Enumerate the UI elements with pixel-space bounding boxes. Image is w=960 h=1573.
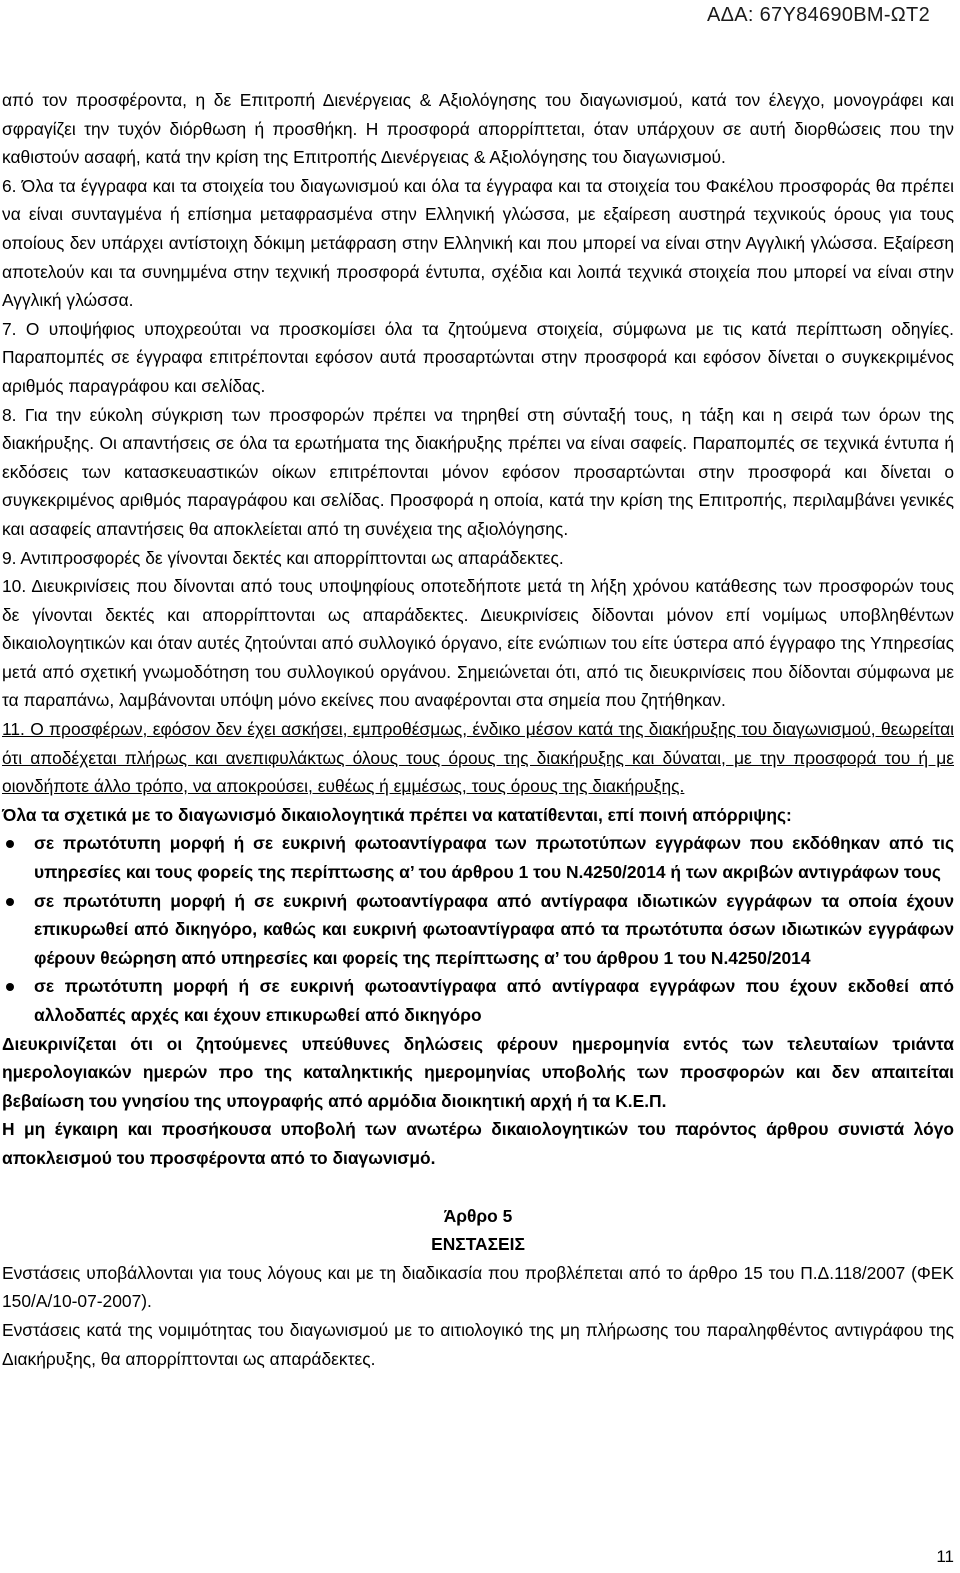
paragraph-6: 6. Όλα τα έγγραφα και τα στοιχεία του διαγωνισμού και όλα τα έγγραφα και τα στοιχεία του Φακέλου προσφοράς θα πρέπει να είναι συνταγμένα ή επίσημα μεταφρασμένα στην Ελληνική γλώσσα, με εξαίρεση αυστηρά τεχνικούς όρους για τους οποίους δεν υπάρχει αντίστοιχη δόκιμη μετάφραση στην Ελληνική και που μπορεί να είναι στην Αγγλική γλώσσα. Εξαίρεση αποτελούν και τα συνημμένα στην τεχνική προσφορά έντυπα, σχέδια και λοιπά τεχνικά στοιχεία που μπορεί να είναι στην Αγγλική γλώσσα. bbox=[2, 175, 954, 311]
paragraph-10: 10. Διευκρινίσεις που δίνονται από τους υποψηφίους οποτεδήποτε μετά τη λήξη χρόνου κατάθεσης των προσφορών τους δε γίνονται δεκτές και απορρίπτονται ως απαράδεκτες. Διευκρινίσεις δίδονται μόνον επί νομίμως υποβληθέντων δικαιολογητικών και όταν αυτές ζητούνται από συλλογικό όργανο, είτε ενώπιων του είτε ύστερα από έγγραφο της Υπηρεσίας μετά από σχετική γνωμοδότηση του συλλογικού οργάνου. Σημειώνεται ότι, από τις διευκρινίσεις που δίδονται σύμφωνα με τα παραπάνω, λαμβάνονται υπόψη μόνο εκείνες που αναφέρονται στα σημεία που ζητήθηκαν. bbox=[2, 576, 954, 711]
document-body bbox=[2, 86, 954, 1373]
section-spacer bbox=[2, 1173, 954, 1202]
list-item bbox=[2, 829, 954, 886]
bullet-icon bbox=[6, 840, 14, 848]
documents-intro: Όλα τα σχετικά με το διαγωνισμό δικαιολογητικά πρέπει να κατατίθενται, επί ποινή απόρριψης: bbox=[2, 804, 792, 825]
article-title: ΕΝΣΤΑΣΕΙΣ bbox=[431, 1234, 525, 1255]
article-number: Άρθρο 5 bbox=[443, 1205, 513, 1226]
paragraph-11: 11. Ο προσφέρων, εφόσον δεν έχει ασκήσει, εμπροθέσμως, ένδικο μέσον κατά της διακήρυξης του διαγωνισμού, θεωρείται ότι αποδέχεται πλήρως και ανεπιφυλάκτως όλους τους όρους της διακήρυξης και δύναται, με την προσφορά του ή με οιονδήποτε άλλο τρόπο, να αποκρούσει, ευθέως ή εμμέσως, τους όρους της διακήρυξης. bbox=[2, 719, 954, 797]
list-item-text: σε πρωτότυπη μορφή ή σε ευκρινή φωτοαντίγραφα των πρωτοτύπων εγγράφων που εκδόθηκαν από τις υπηρεσίες και τους φορείς της περίπτωσης α’ του άρθρου 1 του Ν.4250/2014 ή των ακριβών αντιγράφων τους bbox=[34, 833, 954, 883]
bullet-icon bbox=[6, 898, 14, 906]
list-item-text: σε πρωτότυπη μορφή ή σε ευκρινή φωτοαντίγραφα από αντίγραφα ιδιωτικών εγγράφων τα οποία έχουν επικυρωθεί από δικηγόρο, καθώς και ευκρινή φωτοαντίγραφα από τα πρωτότυπα όσων ιδιωτικών εγγράφων φέρουν θεώρηση από υπηρεσίες και φορείς της περίπτωσης α’ του άρθρου 1 του Ν.4250/2014 bbox=[34, 890, 954, 968]
paragraph-7: 7. Ο υποψήφιος υποχρεούται να προσκομίσει όλα τα ζητούμενα στοιχεία, σύμφωνα με τις κατά περίπτωση οδηγίες. Παραπομπές σε έγγραφα επιτρέπονται εφόσον αυτά προσαρτώνται στην προσφορά και εφόσον δίνεται ο συγκεκριμένος αριθμός παραγράφου και σελίδας. bbox=[2, 318, 954, 396]
list-item bbox=[2, 972, 954, 1029]
article-text-1: Ενστάσεις υποβάλλονται για τους λόγους και με τη διαδικασία που προβλέπεται από το άρθρο 15 του Π.Δ.118/2007 (ΦΕΚ 150/Α/10-07-2007). bbox=[2, 1262, 954, 1312]
paragraph-8: 8. Για την εύκολη σύγκριση των προσφορών πρέπει να τηρηθεί στη σύνταξή τους, η τάξη και η σειρά των όρων της διακήρυξης. Οι απαντήσεις σε όλα τα ερωτήματα της διακήρυξης πρέπει να είναι σαφείς. Παραπομπές σε τεχνικά έντυπα ή εκδόσεις των κατασκευαστικών οίκων επιτρέπονται μόνον εφόσον προσαρτώνται στην προσφορά και δίνεται ο συγκεκριμένος αριθμός παραγράφου και σελίδας. Προσφορά η οποία, κατά την κρίση της Επιτροπής, περιλαμβάνει γενικές και ασαφείς απαντήσεις θα αποκλείεται από τη συνέχεια της αξιολόγησης. bbox=[2, 404, 954, 539]
paragraph-9: 9. Αντιπροσφορές δε γίνονται δεκτές και απορρίπτονται ως απαράδεκτες. bbox=[2, 547, 564, 568]
page-number: 11 bbox=[936, 1547, 954, 1566]
document-reference: ΑΔΑ: 67Υ84690ΒΜ-ΩΤ2 bbox=[706, 4, 930, 26]
exclusion-note: Η μη έγκαιρη και προσήκουσα υποβολή των ανωτέρω δικαιολογητικών του παρόντος άρθρου συνιστά λόγο αποκλεισμού του προσφέροντα από το διαγωνισμό. bbox=[2, 1119, 954, 1168]
article-text-2: Ενστάσεις κατά της νομιμότητας του διαγωνισμού με το αιτιολογικό της μη πλήρωσης του παραληφθέντος αντιγράφου της Διακήρυξης, θα απορρίπτονται ως απαράδεκτες. bbox=[2, 1319, 954, 1369]
clarification-note: Διευκρινίζεται ότι οι ζητούμενες υπεύθυνες δηλώσεις φέρουν ημερομηνία εντός των τελευταίων τριάντα ημερολογιακών ημερών προ της καταληκτικής ημερομηνίας υποβολής των προσφορών και δεν απαιτείται βεβαίωση του γνησίου της υπογραφής από αρμόδια διοικητική αρχή ή τα Κ.Ε.Π. bbox=[2, 1033, 954, 1111]
bullet-icon bbox=[6, 983, 14, 991]
list-item bbox=[2, 887, 954, 973]
paragraph-intro: από τον προσφέροντα, η δε Επιτροπή Διενέργειας & Αξιολόγησης του διαγωνισμού, κατά τον έλεγχο, μονογράφει και σφραγίζει την τυχόν διόρθωση ή προσθήκη. Η προσφορά απορρίπτεται, όταν υπάρχουν σε αυτή διορθώσεις που την καθιστούν ασαφή, κατά την κρίση της Επιτροπής Διενέργειας & Αξιολόγησης του διαγωνισμού. bbox=[2, 90, 954, 168]
list-item-text: σε πρωτότυπη μορφή ή σε ευκρινή φωτοαντίγραφα από αντίγραφα εγγράφων που έχουν εκδοθεί από αλλοδαπές αρχές και έχουν επικυρωθεί από δικηγόρο bbox=[34, 976, 954, 1025]
documents-list bbox=[2, 829, 954, 1029]
